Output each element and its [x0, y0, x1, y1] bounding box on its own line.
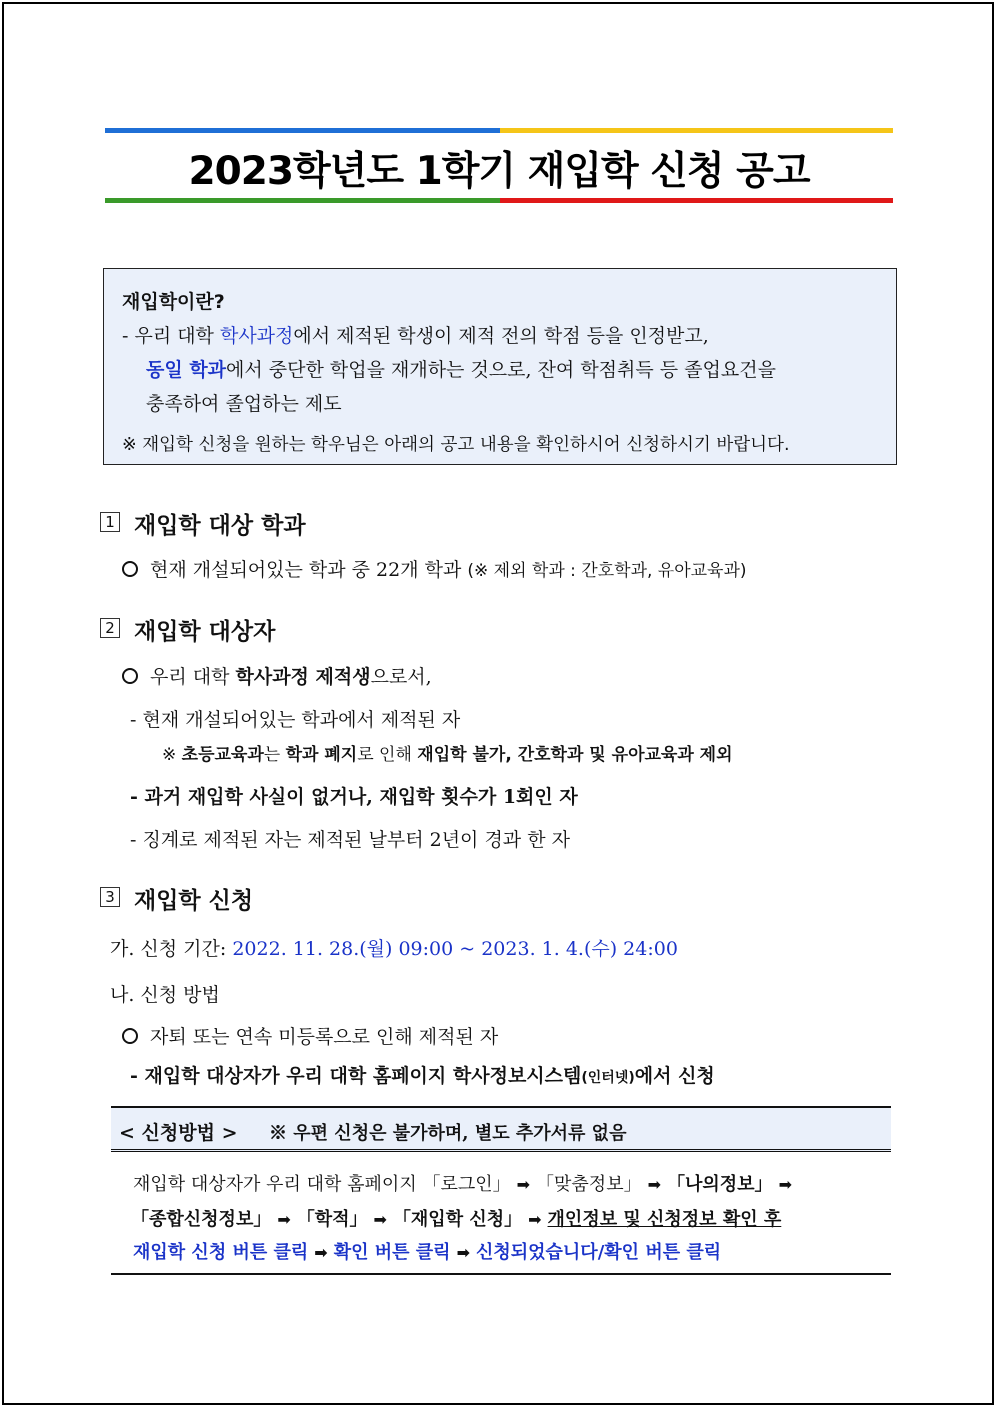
section-1-number: 1 — [100, 512, 120, 532]
method-step-login: 「로그인」 — [422, 1174, 511, 1195]
application-method-sub-a: - 재입학 대상자가 우리 대학 홈페이지 학사정보시스템 — [130, 1065, 582, 1087]
section-2-note — [162, 740, 733, 765]
method-box-header-note: ※ 우편 신청은 불가하며, 별도 추가서류 없음 — [269, 1123, 627, 1144]
arrow-right-icon: ➡ — [277, 1210, 291, 1229]
intro-line-2 — [146, 355, 776, 382]
intro-highlight-bachelor: 학사과정 — [219, 325, 294, 347]
intro-line-2-suffix: 에서 중단한 학업을 재개하는 것으로, 잔여 학점취득 등 졸업요건을 — [226, 359, 776, 381]
method-step-academic: 「학적」 — [296, 1209, 368, 1230]
method-step-custom-info: 「맞춤정보」 — [536, 1174, 642, 1195]
application-period-value: 2022. 11. 28.(월) 09:00 ~ 2023. 1. 4.(수) 24:00 — [232, 938, 678, 960]
title-bar-red — [500, 198, 893, 203]
page-title: 2023학년도 1학기 재입학 신청 공고 — [188, 149, 810, 194]
intro-highlight-same-dept: 동일 학과 — [146, 359, 227, 381]
note-bold-excluded: 재입학 불가, 간호학과 및 유아교육과 제외 — [417, 745, 733, 765]
method-box-header — [111, 1108, 891, 1152]
application-period — [110, 934, 678, 961]
arrow-right-icon: ➡ — [516, 1175, 531, 1194]
method-step-my-info: 「나의정보」 — [667, 1174, 773, 1195]
bullet-circle-icon — [122, 1028, 138, 1044]
method-step-confirm-button: 확인 버튼 클릭 — [333, 1242, 451, 1263]
intro-line-1 — [122, 321, 709, 348]
section-2-item-suffix: 으로서, — [370, 666, 432, 688]
section-3-title: 재입학 신청 — [134, 888, 254, 914]
application-method-item — [122, 1022, 498, 1049]
intro-line-1-prefix: - 우리 대학 — [122, 325, 220, 347]
note-bold-abolished: 학과 폐지 — [285, 745, 358, 765]
note-text-1: 는 — [263, 745, 286, 765]
intro-heading: 재입학이란? — [122, 291, 225, 313]
application-method-sub-small: (인터넷) — [581, 1070, 635, 1086]
note-text-2: 로 인해 — [357, 745, 418, 765]
section-2-sub-2: - 과거 재입학 사실이 없거나, 재입학 횟수가 1회인 자 — [130, 786, 578, 808]
bullet-circle-icon — [122, 668, 138, 684]
section-2-sub-3: - 징계로 제적된 자는 제적된 날부터 2년이 경과 한 자 — [130, 829, 570, 851]
arrow-right-icon: ➡ — [647, 1175, 661, 1194]
title-bar-yellow — [500, 128, 893, 133]
application-method-label: 나. 신청 방법 — [110, 984, 220, 1006]
title-bar-green — [105, 198, 500, 203]
application-method-item-text: 자퇴 또는 연속 미등록으로 인해 제적된 자 — [150, 1026, 499, 1048]
section-1-item — [122, 555, 747, 582]
method-box-bottom-rule — [111, 1273, 891, 1275]
method-box-row-1 — [133, 1170, 798, 1196]
section-2-item — [122, 662, 432, 689]
section-2-item-bold: 학사과정 제적생 — [235, 666, 371, 688]
section-3-number: 3 — [100, 887, 120, 907]
bullet-circle-icon — [122, 561, 138, 577]
section-1-item-text: 현재 개설되어있는 학과 중 22개 학과 — [150, 559, 462, 581]
section-2-number: 2 — [100, 618, 120, 638]
title-bar-blue — [105, 128, 500, 133]
method-step-readmission: 「재입학 신청」 — [392, 1209, 523, 1230]
method-box-header-label: < 신청방법 > — [119, 1122, 238, 1144]
section-1-item-note: (※ 제외 학과 : 간호학과, 유아교육과) — [467, 561, 747, 581]
section-2-item-prefix: 우리 대학 — [150, 666, 236, 688]
method-step-application-info: 「종합신청정보」 — [131, 1209, 272, 1230]
application-period-label: 가. 신청 기간: — [110, 938, 233, 960]
arrow-right-icon: ➡ — [778, 1175, 792, 1194]
arrow-right-icon: ➡ — [456, 1243, 470, 1262]
section-1-title: 재입학 대상 학과 — [134, 513, 306, 539]
section-2-title: 재입학 대상자 — [134, 619, 276, 645]
arrow-right-icon: ➡ — [528, 1210, 542, 1229]
application-method-sub — [130, 1061, 715, 1088]
arrow-right-icon: ➡ — [314, 1243, 328, 1262]
method-step-done-button: 신청되었습니다/확인 버튼 클릭 — [475, 1242, 722, 1263]
method-step-confirm-info: 개인정보 및 신청정보 확인 후 — [547, 1209, 782, 1230]
method-step-apply-button: 재입학 신청 버튼 클릭 — [133, 1242, 309, 1263]
intro-line-1-suffix: 에서 제적된 학생이 제적 전의 학점 등을 인정받고, — [293, 325, 709, 347]
section-2-sub-1: - 현재 개설되어있는 학과에서 제적된 자 — [130, 709, 461, 731]
application-method-sub-b: 에서 신청 — [634, 1065, 715, 1087]
intro-note: ※ 재입학 신청을 원하는 학우님은 아래의 공고 내용을 확인하시어 신청하시기 바랍니다. — [122, 435, 790, 455]
intro-line-3: 충족하여 졸업하는 제도 — [146, 393, 342, 415]
method-row-1-text: 재입학 대상자가 우리 대학 홈페이지 — [133, 1174, 417, 1195]
note-mark: ※ — [162, 745, 182, 765]
method-box-row-2 — [131, 1205, 781, 1231]
method-box-row-3 — [133, 1238, 721, 1264]
arrow-right-icon: ➡ — [373, 1210, 387, 1229]
note-bold-elementary: 초등교육과 — [181, 745, 264, 765]
intro-box — [103, 268, 897, 465]
